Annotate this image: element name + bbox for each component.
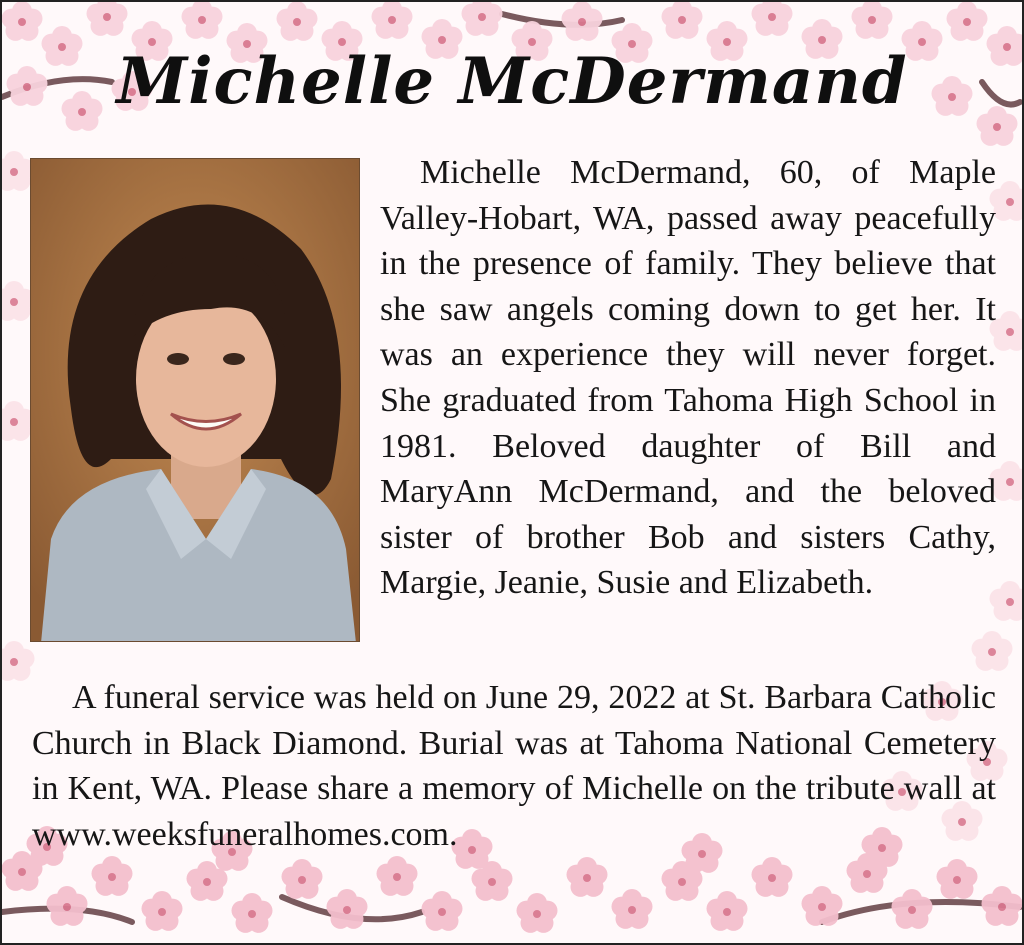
deceased-name-title: Michelle McDermand <box>116 44 908 119</box>
obituary-paragraph-2: A funeral service was held on June 29, 2022 at St. Barbara Catholic Church in Black Diamond. Burial was at Tahoma National Cemetery in Kent, WA. Please share a memory of Michelle on the tribute wall at www.weeksfuneralhomes.com. <box>32 679 996 853</box>
obituary-paragraph-1: Michelle McDermand, 60, of Maple Valley-Hobart, WA, passed away peacefully in the presence of family. They believe that she saw angels coming down to get her. It was an experience they will never forget. She graduated from Tahoma High School in 1981. Beloved daughter of Bill and MaryAnn McDermand, and the beloved sister of brother Bob and sisters Cathy, Margie, Jeanie, Susie and Elizabeth. <box>380 154 996 602</box>
portrait-photo <box>30 158 360 642</box>
